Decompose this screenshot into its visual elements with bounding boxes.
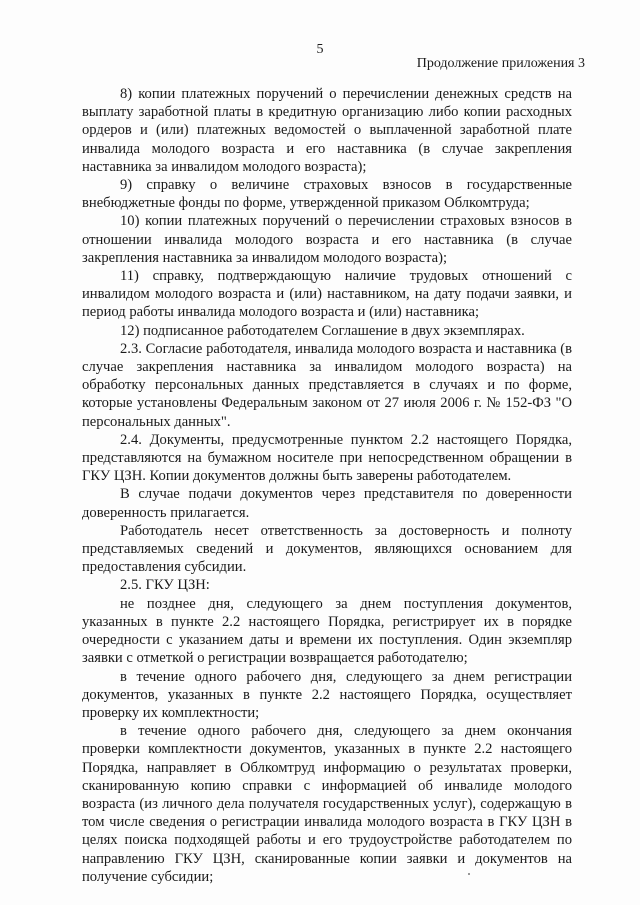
paragraph-item-11: 11) справку, подтверждающую наличие трудовых отношений с инвалидом молодого возраста и (или) наставником, на дату подачи заявки, и период работы инвалида молодого возраста и (или) наставника; [82,268,572,321]
paragraph-item-12: 12) подписанное работодателем Соглашение в двух экземплярах. [120,322,525,339]
paragraph-item-10: 10) копии платежных поручений о перечислении страховых взносов в отношении инвалида молодого возраста и его наставника (в случае закрепления наставника за инвалидом молодого возраста); [82,213,572,266]
document-body [82,85,572,886]
paragraph-registration: не позднее дня, следующего за днем поступления документов, указанных в пункте 2.2 настоящего Порядка, регистрирует их в порядке очередности с указанием даты и времени их поступления. Один экземпляр заявки с отметкой о регистрации возвращается работодателю; [82,595,572,667]
paragraph-send-to-oblkomtrud: в течение одного рабочего дня, следующего за днем окончания проверки комплектности документов, указанных в пункте 2.2 настоящего Порядка, направляет в Облкомтруд информацию о результатах проверки, сканированную копию справки с информацией об инвалиде молодого возраста (из личного дела получателя государственных услуг), содержащую в том числе сведения о регистрации инвалида молодого возраста в ГКУ ЦЗН в целях поиска подходящей работы и его трудоустройстве работодателем по направлению ГКУ ЦЗН, сканированные копии заявки и документов на получение субсидии; [82,723,572,885]
appendix-continuation-note: Продолжение приложения 3 [416,56,585,71]
paragraph-2-4: 2.4. Документы, предусмотренные пунктом 2.2 настоящего Порядка, представляются на бумажном носителе при непосредственном обращении в ГКУ ЦЗН. Копии документов должны быть заверены работодателем. [82,431,572,485]
paragraph-item-8: 8) копии платежных поручений о перечислении денежных средств на выплату заработной платы в кредитную организацию либо копии расходных ордеров и (или) платежных ведомостей о выплаченной заработной плате инвалида молодого возраста и его наставника (в случае закрепления наставника за инвалидом молодого возраста); [82,86,572,175]
paragraph-item-9: 9) справку о величине страховых взносов в государственные внебюджетные фонды по форме, утвержденной приказом Облкомтруда; [82,177,572,212]
paragraph-2-3: 2.3. Согласие работодателя, инвалида молодого возраста и наставника (в случае закрепления наставника за инвалидом молодого возраста) на обработку персональных данных представляется в случаях и по форме, которые установлены Федеральным законом от 27 июля 2006 г. № 152-ФЗ "О персональных данных". [82,340,572,430]
page-number: 5 [316,42,324,57]
scan-speck [468,873,470,875]
paragraph-representative: В случае подачи документов через представителя по доверенности доверенность прилагается. [82,486,572,521]
paragraph-2-5: 2.5. ГКУ ЦЗН: [120,577,210,594]
paragraph-employer-responsibility: Работодатель несет ответственность за достоверность и полноту представляемых сведений и документов, являющихся основанием для предоставления субсидии. [82,522,572,576]
paragraph-completeness-check: в течение одного рабочего дня, следующего за днем регистрации документов, указанных в пункте 2.2 настоящего Порядка, осуществляет проверку их комплектности; [82,668,572,721]
